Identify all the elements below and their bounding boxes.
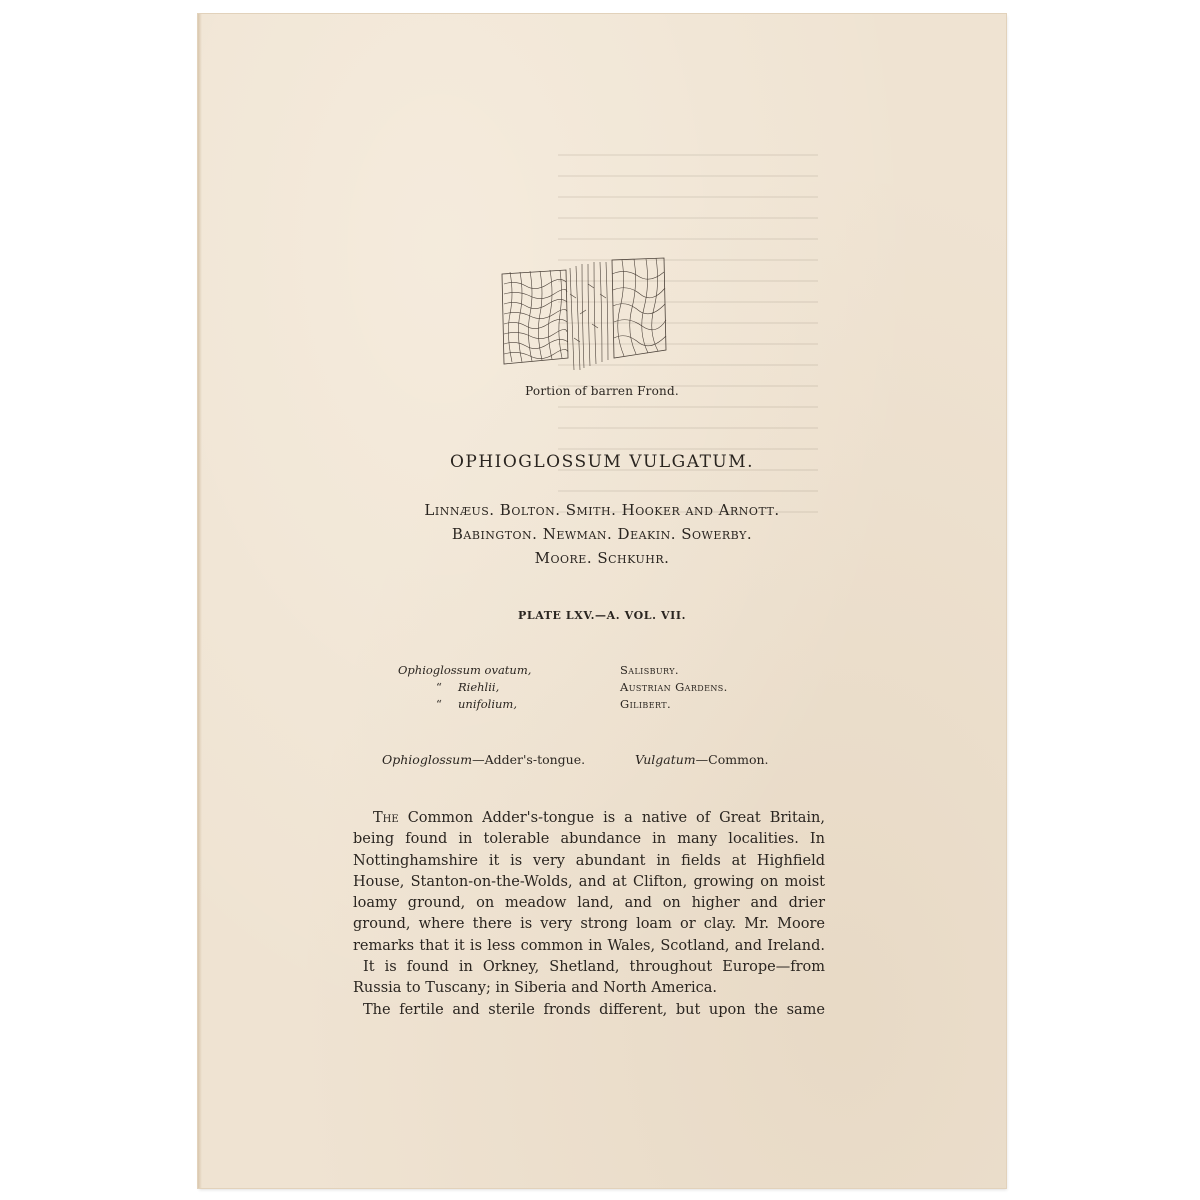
body-line: loamy ground, on meadow land, and on higher and drier bbox=[353, 895, 825, 912]
synonym-name: Ophioglossum ovatum, bbox=[398, 663, 532, 677]
body-line: House, Stanton-on-the-Wolds, and at Clifton, growing on moist bbox=[353, 873, 825, 890]
authorities-line: Moore. Schkuhr. bbox=[534, 549, 670, 567]
etymology-genus-term: Ophioglossum bbox=[382, 752, 473, 767]
synonym-authority: Gilibert. bbox=[620, 697, 672, 711]
body-line: Nottinghamshire it is very abundant in fields at Highfield bbox=[353, 852, 825, 869]
ditto-mark: “ bbox=[436, 697, 442, 711]
body-line: being found in tolerable abundance in many localities. In bbox=[353, 831, 825, 848]
authorities-line: Linnæus. Bolton. Smith. Hooker and Arnott. bbox=[424, 501, 780, 519]
body-line: ground, where there is very strong loam or clay. Mr. Moore bbox=[353, 916, 825, 933]
body-line-text: Common Adder's-tongue is a native of Great Britain, bbox=[398, 810, 825, 826]
etymology-species bbox=[635, 752, 769, 767]
synonym-row bbox=[198, 696, 1006, 713]
etymology-genus-meaning: —Adder's-tongue. bbox=[472, 752, 586, 767]
species-title: OPHIOGLOSSUM VULGATUM. bbox=[449, 452, 755, 472]
authorities-block bbox=[198, 498, 1006, 570]
synonym-name: unifolium, bbox=[458, 697, 517, 711]
body-line: remarks that it is less common in Wales, Scotland, and Ireland. bbox=[353, 937, 825, 954]
body-line: Russia to Tuscany; in Siberia and North America. bbox=[353, 980, 718, 997]
figure-caption: Portion of barren Frond. bbox=[525, 384, 679, 398]
book-page bbox=[198, 14, 1006, 1188]
synonym-row bbox=[198, 679, 1006, 696]
authorities-line: Babington. Newman. Deakin. Sowerby. bbox=[451, 525, 753, 543]
synonym-row bbox=[198, 662, 1006, 679]
synonym-authority: Salisbury. bbox=[620, 663, 679, 677]
body-paragraph bbox=[353, 808, 825, 1021]
etymology-species-term: Vulgatum bbox=[635, 752, 696, 767]
etymology-species-meaning: —Common. bbox=[695, 752, 769, 767]
ditto-mark: “ bbox=[436, 680, 442, 694]
synonym-authority: Austrian Gardens. bbox=[620, 680, 728, 694]
synonym-name: Riehlii, bbox=[458, 680, 500, 694]
body-line: It is found in Orkney, Shetland, throughout Europe—from bbox=[363, 959, 825, 976]
etymology-genus bbox=[382, 752, 585, 767]
drop-word: The bbox=[373, 810, 399, 826]
synonyms-table bbox=[198, 662, 1006, 713]
barren-frond-illustration bbox=[496, 254, 670, 376]
body-line: The fertile and sterile fronds different, but upon the same bbox=[363, 1001, 825, 1018]
plate-reference: PLATE LXV.—A. VOL. VII. bbox=[517, 609, 686, 622]
body-line bbox=[353, 808, 825, 829]
page-edge-shadow bbox=[198, 14, 202, 1188]
